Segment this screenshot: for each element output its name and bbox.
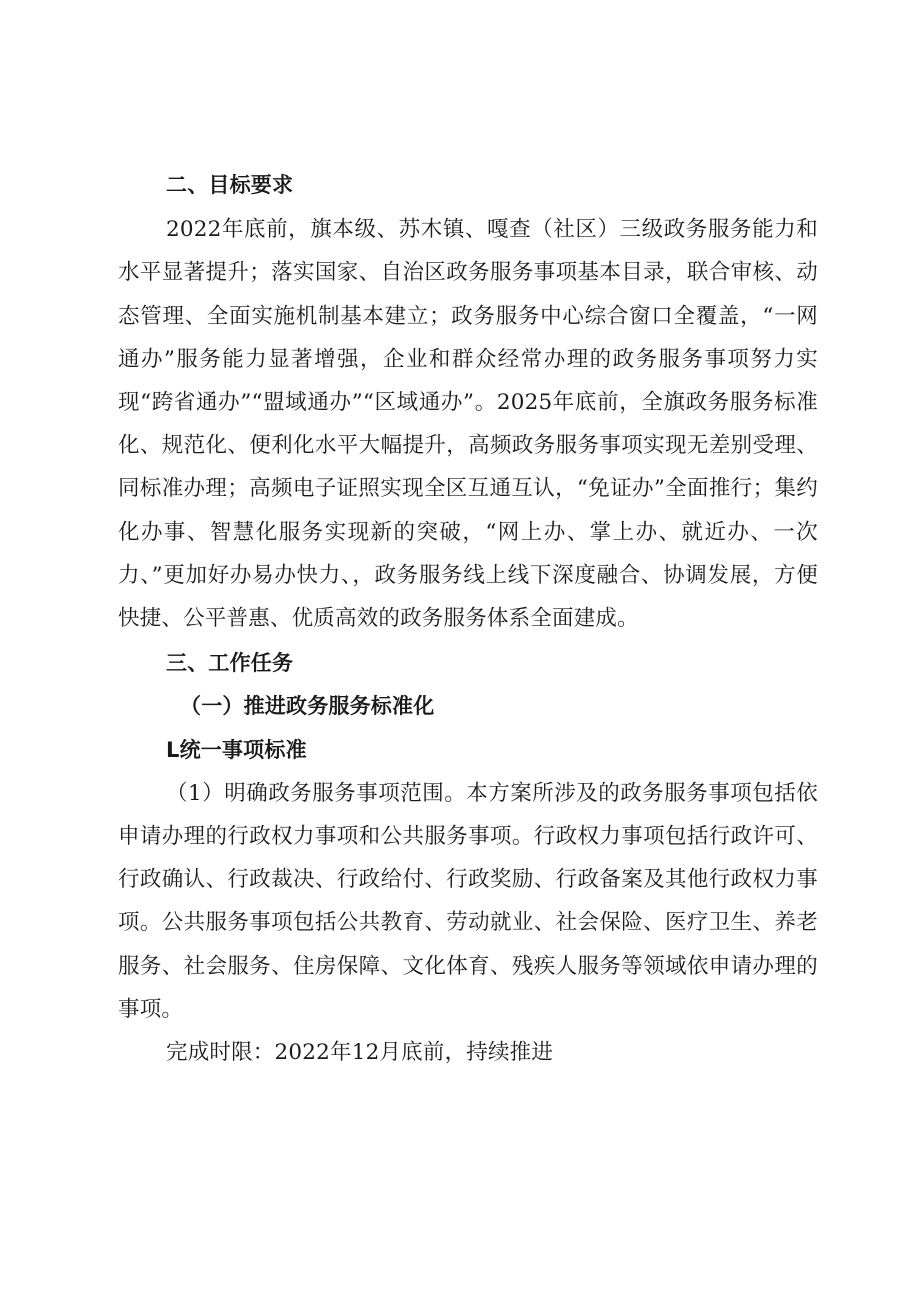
goals-paragraph: 2022年底前，旗本级、苏木镇、嘎查（社区）三级政务服务能力和水平显著提升；落实国家、自治区政务服务事项基本目录，联合审核、动态管理、全面实施机制基本建立；政务服务中心综合窗口全覆盖，“一网通办”服务能力显著增强，企业和群众经常办理的政务服务事项努力实现“跨省通办”“盟域通办”“区域通办”。2025年底前，全旗政务服务标准化、规范化、便利化水平大幅提升，高频政务服务事项实现无差别受理、同标准办理；高频电子证照实现全区互通互认，“免证办”全面推行；集约化办事、智慧化服务实现新的突破，“网上办、掌上办、就近办、一次力、”更加好办易办快力、，政务服务线上线下深度融合、协调发展，方便快捷、公平普惠、优质高效的政务服务体系全面建成。 bbox=[118, 217, 818, 632]
item-heading-unify-standards: L统一事项标准 bbox=[166, 737, 307, 762]
section-heading-tasks: 三、工作任务 bbox=[166, 651, 294, 676]
section-heading-goals: 二、目标要求 bbox=[166, 173, 294, 197]
subsection-heading-standardization: （一）推进政务服务标准化 bbox=[180, 694, 435, 719]
deadline-text: 完成时限：2022年12月底前，持续推进 bbox=[166, 1040, 554, 1066]
document-page bbox=[118, 164, 818, 1074]
scope-paragraph: （1）明确政务服务事项范围。本方案所涉及的政务服务事项包括依申请办理的行政权力事项和公共服务事项。行政权力事项包括行政许可、行政确认、行政裁决、行政给付、行政奖励、行政备案及其他行政权力事项。公共服务事项包括公共教育、劳动就业、社会保险、医疗卫生、养老服务、社会服务、住房保障、文化体育、残疾人服务等领域依申请办理的事项。 bbox=[118, 780, 818, 1022]
